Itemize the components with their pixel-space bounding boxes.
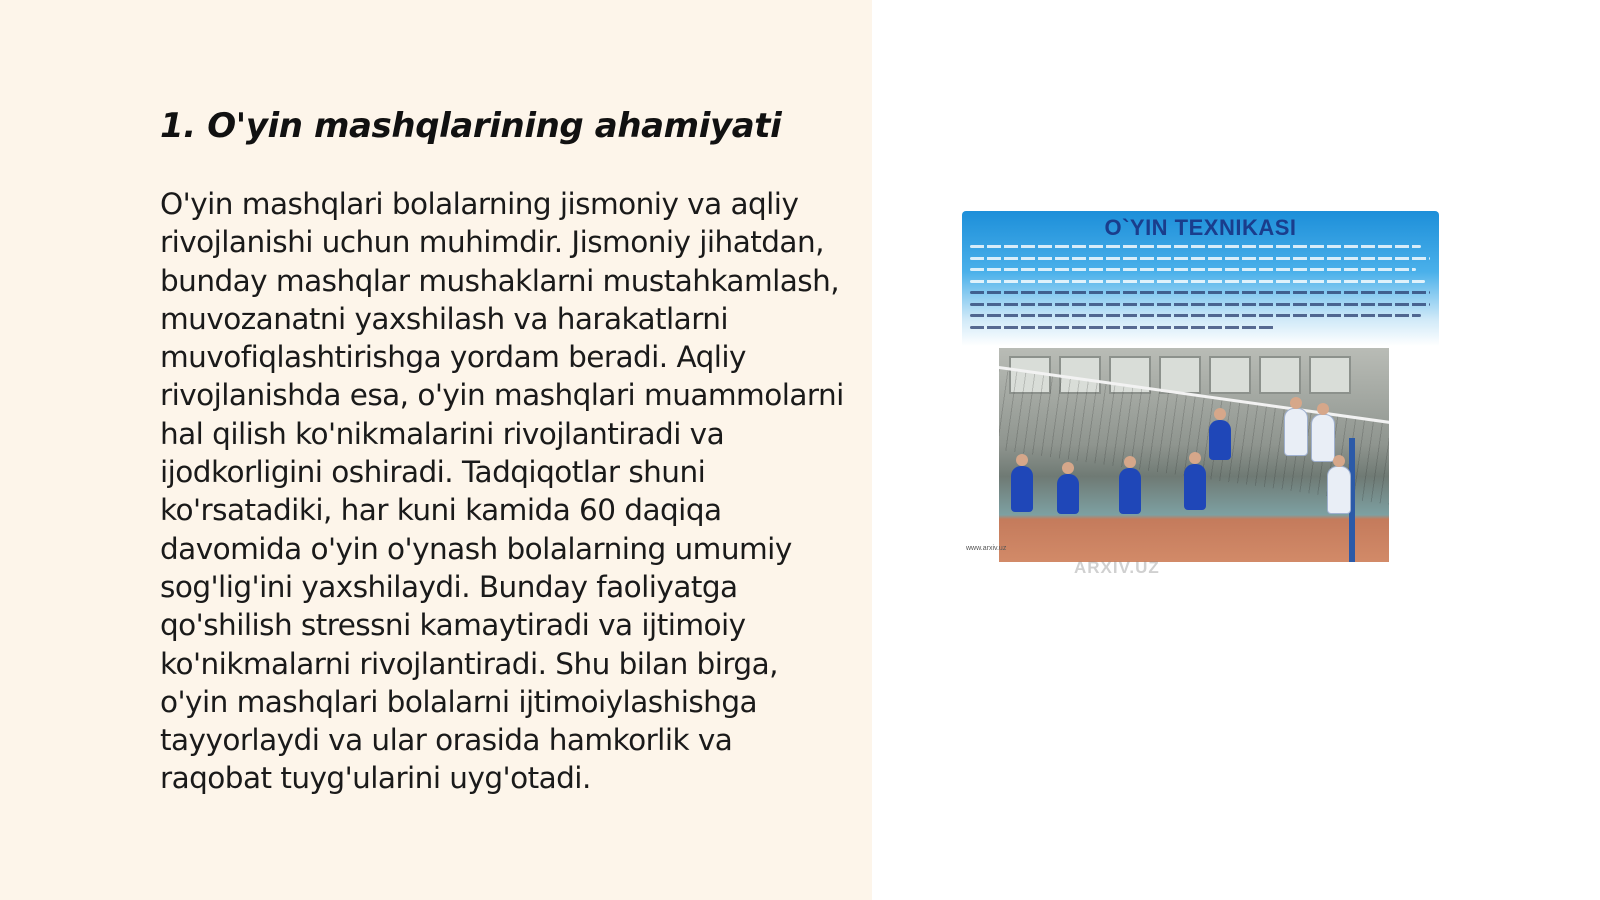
image-text-lines [970,245,1430,337]
image-banner [962,211,1439,346]
slide-body-text: O'yin mashqlari bolalarning jismoniy va aqliy rivojlanishi uchun muhimdir. Jismoniy jihatdan, bunday mashqlar mushaklarni mustahkamlash, muvozanatni yaxshilash va harakatlarni muvofiqlashtirishga yordam beradi. Aqliy rivojlanishda esa, o'yin mashqlari muammolarni hal qilish ko'nikmalarini rivojlantiradi va ijodkorligini oshiradi. Tadqiqotlar shuni ko'rsatadiki, har kuni kamida 60 daqiqa davomida o'yin o'ynash bolalarning umumiy sog'lig'ini yaxshilaydi. Bunday faoliyatga qo'shilish stressni kamaytiradi va ijtimoiy ko'nikmalarni rivojlantiradi. Shu bilan birga, o'yin mashqlari bolalarni ijtimoiylashishga tayyorlaydi va ular orasida hamkorlik va raqobat tuyg'ularini uyg'otadi. [160,187,844,796]
slide-title: 1. O'yin mashqlarining ahamiyati [160,106,782,146]
image-watermark: ARXIV.UZ [1074,558,1160,577]
volleyball-photo [999,348,1389,562]
volleyball-technique-image [962,211,1439,577]
image-heading: O`YIN TEXNIKASI [1104,215,1297,240]
image-small-caption: www.arxiv.uz [966,545,1007,552]
